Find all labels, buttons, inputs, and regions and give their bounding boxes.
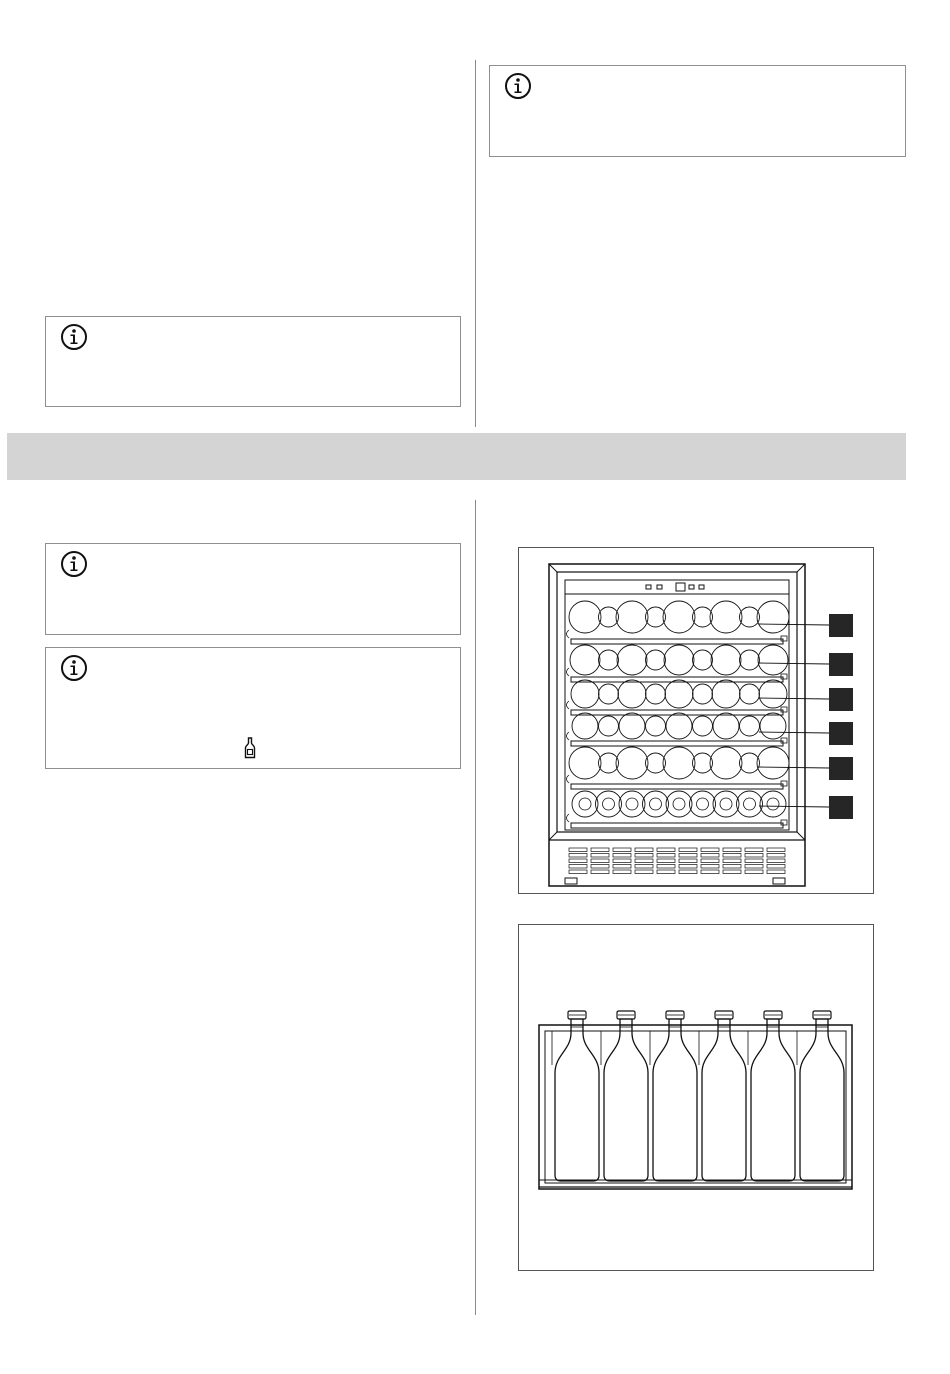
bottle-end	[599, 716, 619, 736]
info-box-top-left	[45, 316, 461, 407]
shelf-rail	[571, 823, 783, 828]
figure-wine-cabinet	[518, 547, 874, 894]
bottle-symbol-icon	[244, 737, 256, 759]
grille-slot	[569, 865, 587, 869]
callout-number-box	[829, 722, 853, 745]
bottle-end	[693, 607, 713, 627]
bottle-end	[596, 791, 622, 817]
bottle-end	[713, 713, 739, 739]
bottle-end	[572, 713, 598, 739]
info-icon	[504, 72, 532, 100]
grille-slot	[591, 854, 609, 858]
wine-cabinet-drawing	[519, 548, 875, 895]
grille-slot	[657, 865, 675, 869]
bottle-end	[666, 791, 692, 817]
bottle-row	[552, 1011, 846, 1181]
grille-slot	[745, 865, 763, 869]
grille-slot	[657, 870, 675, 874]
grille-slot	[635, 870, 653, 874]
bottle-end	[599, 650, 619, 670]
info-icon	[60, 654, 88, 682]
info-box-top-right	[489, 65, 906, 157]
bottle-end	[617, 645, 647, 675]
grille-slot	[701, 859, 719, 863]
bottle-end	[619, 713, 645, 739]
upright-bottle	[800, 1011, 844, 1181]
callout-number-box	[829, 653, 853, 676]
callout-leader-line	[759, 663, 829, 664]
shelf-rail	[571, 677, 783, 682]
callout-number-box	[829, 614, 853, 637]
bottle-end	[710, 601, 742, 633]
shelf-group	[567, 601, 790, 828]
grille-slot	[745, 859, 763, 863]
grille-slot	[679, 870, 697, 874]
grille-slot	[635, 848, 653, 852]
bottle-end	[693, 650, 713, 670]
bottle-end	[571, 680, 599, 708]
grille-slot	[723, 865, 741, 869]
grille-slot	[613, 870, 631, 874]
grille-slot	[569, 870, 587, 874]
bottle-end	[569, 601, 601, 633]
grille-slot	[701, 848, 719, 852]
grille-slot	[569, 848, 587, 852]
grille-slot	[745, 848, 763, 852]
bottle-end	[666, 713, 692, 739]
bottle-end	[646, 650, 666, 670]
bottle-end	[646, 684, 666, 704]
grille-slot	[723, 848, 741, 852]
callout-leader-line	[759, 698, 829, 699]
bottle-end	[599, 684, 619, 704]
callout-5	[759, 757, 853, 780]
shelf-rail	[571, 710, 783, 715]
bottle-end	[740, 607, 760, 627]
bottle-end	[740, 716, 760, 736]
column-divider-bottom	[475, 500, 476, 1315]
bottle-end	[711, 645, 741, 675]
grille-slot	[701, 870, 719, 874]
grille-slot	[767, 870, 785, 874]
grille-slot	[745, 870, 763, 874]
grille-slot	[679, 848, 697, 852]
bottle-end	[569, 747, 601, 779]
grille-slot	[723, 870, 741, 874]
upright-bottle	[555, 1011, 599, 1181]
bottle-end	[646, 716, 666, 736]
bottle-end	[760, 791, 786, 817]
grille-slot	[767, 865, 785, 869]
grille-slot	[613, 865, 631, 869]
grille-slot	[701, 854, 719, 858]
grille-slot	[613, 859, 631, 863]
bottle-end	[757, 747, 789, 779]
bottle-end	[740, 684, 760, 704]
grille-slot	[635, 854, 653, 858]
grille-slot	[635, 865, 653, 869]
bottle-shelf-drawing	[519, 925, 875, 1272]
shelf-3	[567, 680, 788, 715]
upright-bottle	[751, 1011, 795, 1181]
grille-slot	[657, 859, 675, 863]
grille-slot	[679, 859, 697, 863]
bottle-end	[740, 753, 760, 773]
info-box-lower-left-2	[45, 647, 461, 769]
grille-slot	[591, 848, 609, 852]
bottle-end	[616, 601, 648, 633]
grille-slot	[635, 859, 653, 863]
bottle-end	[758, 645, 788, 675]
bottle-end	[665, 680, 693, 708]
grille-slot	[723, 854, 741, 858]
bottle-end	[599, 753, 619, 773]
bottle-end	[737, 791, 763, 817]
shelf-5	[567, 747, 790, 789]
callout-number-box	[829, 796, 853, 819]
bottle-end	[664, 645, 694, 675]
grille-slot	[679, 854, 697, 858]
bottle-end	[570, 645, 600, 675]
bottle-end	[710, 747, 742, 779]
bottle-end	[646, 753, 666, 773]
bottle-end	[643, 791, 669, 817]
shelf-2	[567, 645, 789, 682]
grille-slot	[767, 854, 785, 858]
info-box-lower-left-1	[45, 543, 461, 635]
grille-slot	[657, 854, 675, 858]
callout-leader-line	[759, 806, 829, 807]
grille-slot	[723, 859, 741, 863]
base-grille	[569, 848, 785, 874]
bottle-end	[693, 716, 713, 736]
callout-number-box	[829, 688, 853, 711]
figure-bottle-shelf	[518, 924, 874, 1271]
grille-slot	[591, 865, 609, 869]
upright-bottle	[604, 1011, 648, 1181]
bottle-end	[572, 791, 598, 817]
grille-slot	[613, 854, 631, 858]
bottle-end	[663, 747, 695, 779]
bottle-end	[646, 607, 666, 627]
grille-slot	[569, 854, 587, 858]
bottle-end	[757, 601, 789, 633]
bottle-end	[619, 791, 645, 817]
bottle-end	[616, 747, 648, 779]
callout-leader-line	[759, 767, 829, 768]
grille-slot	[591, 870, 609, 874]
bottle-end	[690, 791, 716, 817]
grille-slot	[701, 865, 719, 869]
grille-slot	[679, 865, 697, 869]
shelf-rail	[571, 784, 783, 789]
shelf-rail	[571, 639, 783, 644]
bottle-end	[759, 680, 787, 708]
callout-leader-line	[759, 732, 829, 733]
bottle-end	[740, 650, 760, 670]
bottle-end	[760, 713, 786, 739]
grille-slot	[745, 854, 763, 858]
callout-1	[759, 614, 853, 637]
shelf-4	[567, 713, 788, 746]
grille-slot	[767, 848, 785, 852]
control-buttons	[646, 583, 704, 591]
info-icon	[60, 550, 88, 578]
callout-6	[759, 796, 853, 819]
upright-bottle	[653, 1011, 697, 1181]
callout-2	[759, 653, 853, 676]
grille-slot	[569, 859, 587, 863]
grille-slot	[613, 848, 631, 852]
shelf-rail	[571, 741, 783, 746]
bottle-end	[693, 753, 713, 773]
shelf-1	[567, 601, 790, 644]
upright-bottle	[702, 1011, 746, 1181]
bottle-end	[693, 684, 713, 704]
grille-slot	[767, 859, 785, 863]
info-icon	[60, 323, 88, 351]
grille-slot	[591, 859, 609, 863]
column-divider-top	[475, 60, 476, 427]
bottle-end	[618, 680, 646, 708]
shelf-6	[567, 791, 788, 828]
bottle-end	[663, 601, 695, 633]
bottle-end	[713, 791, 739, 817]
bottle-end	[712, 680, 740, 708]
grille-slot	[657, 848, 675, 852]
callout-number-box	[829, 757, 853, 780]
bottle-end	[599, 607, 619, 627]
callout-leader-line	[759, 624, 829, 625]
section-header-band	[7, 433, 906, 480]
